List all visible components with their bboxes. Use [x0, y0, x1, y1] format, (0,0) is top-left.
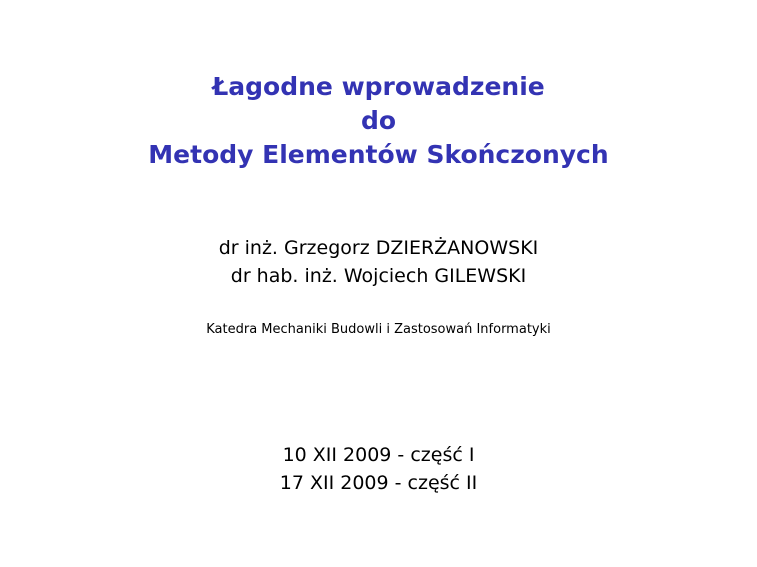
- date-part-1: 10 XII 2009 - część I: [282, 444, 475, 466]
- title-line-2: do: [360, 106, 397, 135]
- title-line-3: Metody Elementów Skończonych: [148, 140, 609, 169]
- author-2: dr hab. inż. Wojciech GILEWSKI: [230, 265, 527, 287]
- authors-block: [0, 234, 757, 290]
- author-1: dr inż. Grzegorz DZIERŻANOWSKI: [218, 237, 539, 259]
- presentation-title: [0, 70, 757, 172]
- institute: Katedra Mechaniki Budowli i Zastosowań Informatyki: [206, 322, 551, 337]
- title-line-1: Łagodne wprowadzenie: [212, 72, 545, 101]
- dates-block: [0, 441, 757, 497]
- date-part-2: 17 XII 2009 - część II: [279, 472, 478, 494]
